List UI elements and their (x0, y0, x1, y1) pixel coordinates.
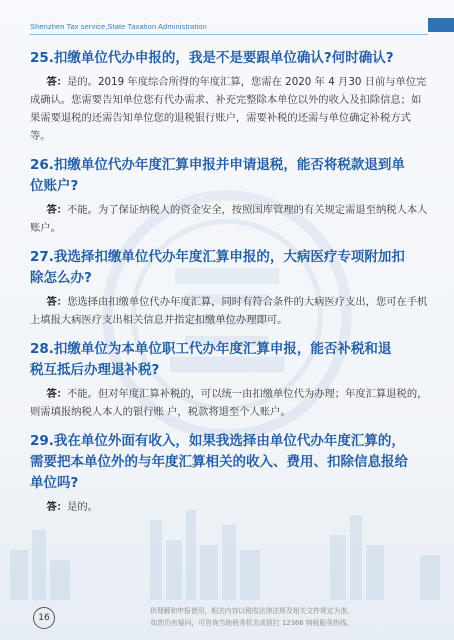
answer-26: 答：不能。为了保证纳税人的资金安全，按照国库管理的有关规定需退至纳税人本人账户。 (30, 204, 428, 234)
qa-content (30, 48, 428, 526)
question-28: 28.扣缴单位为本单位职工代办年度汇算申报，能否补税和退 税互抵后办理退补税? (30, 341, 392, 378)
page-header (0, 0, 454, 40)
question-25: 25.扣缴单位代办申报的，我是不是要跟单位确认?何时确认? (30, 50, 394, 66)
qa-block-26 (30, 155, 428, 237)
city-skyline-decoration (0, 490, 454, 600)
question-27: 27.我选择扣缴单位代办年度汇算申报的，大病医疗专项附加扣 除怎么办? (30, 249, 405, 286)
question-29: 29.我在单位外面有收入，如果我选择由单位代办年度汇算的， 需要把本单位外的与年度汇算相关的收入、费用、扣除信息报给 单位吗? (30, 433, 408, 491)
qa-block-28 (30, 339, 428, 421)
header-accent-bar (428, 18, 454, 32)
answer-29: 答：是的。 (46, 501, 98, 513)
page-footer (0, 600, 454, 640)
footer-note-1: 供理解和申报使用，相关内容以税收法律法规及相关文件规定为准。 (150, 607, 354, 615)
header-title: Shenzhen Tax service,State Taxation Administration (30, 22, 207, 31)
question-26: 26.扣缴单位代办年度汇算申报并申请退税，能否将税款退到单 位账户? (30, 157, 405, 194)
header-divider (30, 34, 428, 35)
answer-25: 答：是的。2019 年度综合所得的年度汇算，您需在 2020 年 4 月30 日前与单位完成确认。您需要告知单位您有代办需求、补充完整除本单位以外的收入及扣除信息；如果需要退税的还需告知单位您的退税银行账户，需要补税的还需与单位确定补税方式等。 (30, 76, 427, 142)
page-number: 16 (33, 607, 55, 629)
answer-28: 答：不能。但对年度汇算补税的，可以统一由扣缴单位代为办理；年度汇算退税的，则需填报纳税人本人的银行账 户，税款将退至个人账户。 (30, 388, 428, 418)
qa-block-27 (30, 247, 428, 329)
footer-note-2: 如您仍有疑问，可咨询当地税务机关或拨打 12366 纳税服务热线。 (150, 619, 354, 627)
answer-27: 答：您选择由扣缴单位代办年度汇算，同时有符合条件的大病医疗支出，您可在手机上填报大病医疗支出相关信息并指定扣缴单位办理即可。 (30, 296, 428, 326)
qa-block-25 (30, 48, 428, 145)
